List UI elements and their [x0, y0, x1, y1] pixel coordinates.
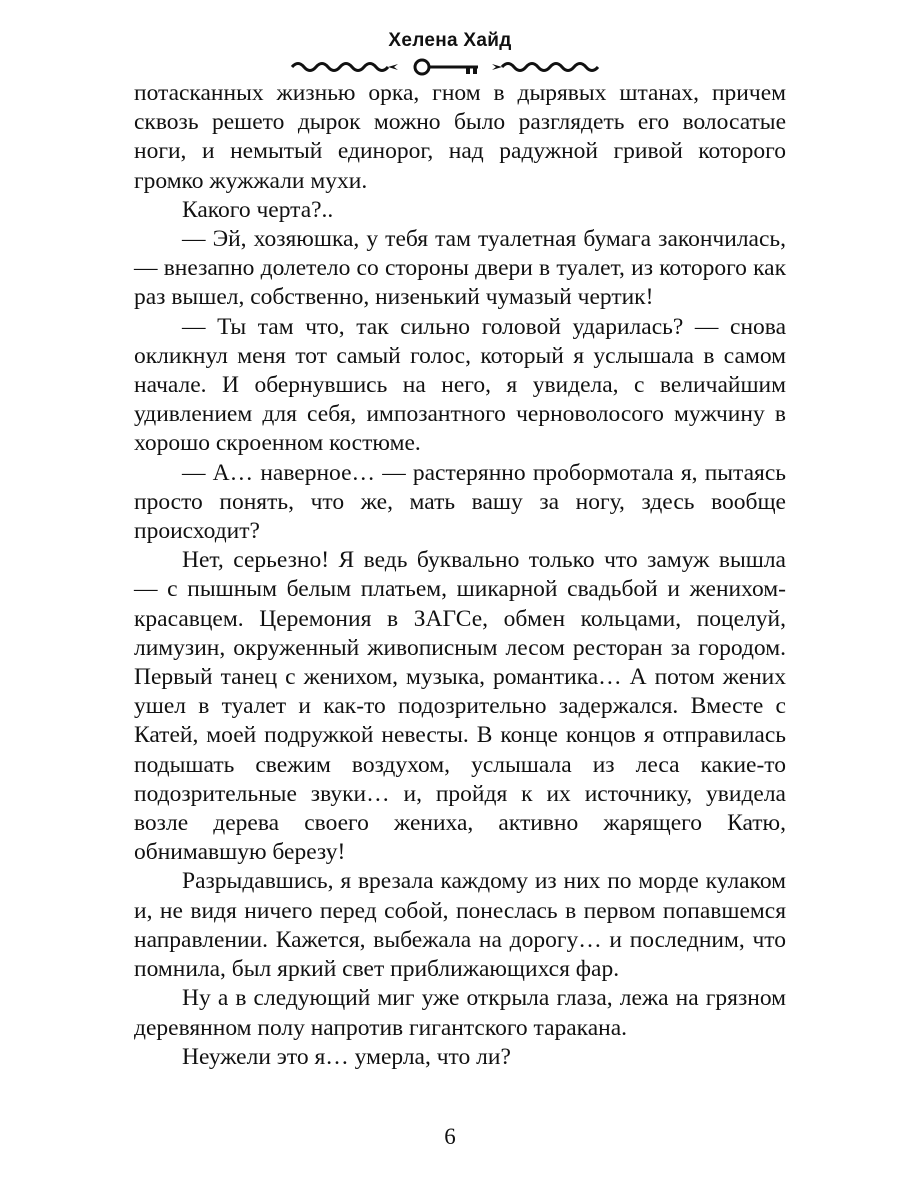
paragraph: Нет, серьезно! Я ведь буквально только что замуж вышла — с пышным белым платьем, шикарной свадьбой и женихом-красавцем. Церемония в ЗАГСе, обмен кольцами, поцелуй, лимузин, окруженный живописным лесом ресторан за городом. Первый танец с женихом, музыка, романтика… А потом жених ушел в туалет и как-то подозрительно задержался. Вместе с Катей, моей подружкой невесты. В конце концов я отправилась подышать свежим воздухом, услышала из леса какие-то подозрительные звуки… и, пройдя к их источнику, увидела возле дерева своего жениха, активно жарящего Катю, обнимавшую березу!	[134, 547, 786, 866]
paragraph: — Ты там что, так сильно головой ударилась? — снова окликнул меня тот самый голос, который я услышала в самом начале. И обернувшись на него, я увидела, с величайшим удивлением для себя, импозантного черноволосого мужчину в хорошо скроенном костюме.	[134, 313, 786, 457]
paragraph: Ну а в следующий миг уже открыла глаза, лежа на грязном деревянном полу напротив гигантского таракана.	[134, 985, 786, 1041]
paragraph: — А… наверное… — растерянно пробормотала я, пытаясь просто понять, что же, мать вашу за ногу, здесь вообще происходит?	[134, 459, 786, 545]
paragraph: — Эй, хозяюшка, у тебя там туалетная бумага закончилась, — внезапно долетело со стороны двери в туалет, из которого как раз вышел, собственно, низенький чумазый чертик!	[134, 226, 786, 311]
paragraph: потасканных жизнью орка, гном в дырявых штанах, причем сквозь решето дырок можно было разглядеть его волосатые ноги, и немытый единорог, над радужной гривой которого громко жужжали мухи.	[134, 80, 786, 194]
key-ornament-icon	[290, 56, 610, 78]
text-body	[134, 79, 786, 1072]
paragraph: Разрыдавшись, я врезала каждому из них по морде кулаком и, не видя ничего перед собой, понеслась в первом попавшемся направлении. Кажется, выбежала на дорогу… и последним, что помнила, был яркий свет приближающихся фар.	[134, 868, 786, 983]
page-number: 6	[444, 1124, 456, 1149]
paragraph: Неужели это я… умерла, что ли?	[182, 1043, 511, 1070]
running-header-author: Хелена Хайд	[388, 30, 512, 51]
paragraph: Какого черта?..	[182, 196, 334, 223]
